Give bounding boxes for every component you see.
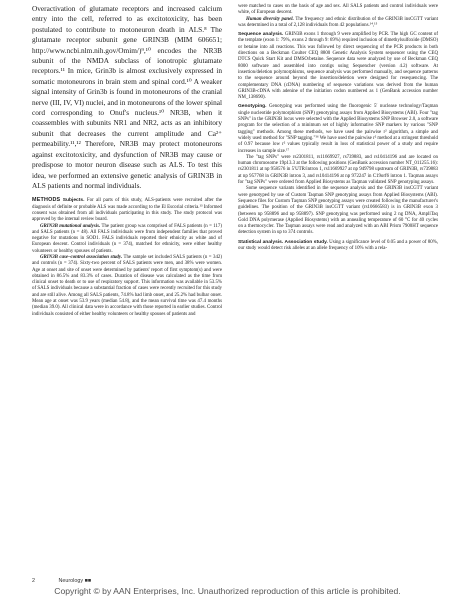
grin3b-mutational-text: The patient group was comprised of FALS patients (n = 117) and SALS patients (n = 48). All FALS individuals were from independent families that proved negative for mutations in SOD1. FALS individuals reported their ethnicity as white and of European descent. Control individuals (n = 374), matched for ethnicity, were either healthy volunteers or healthy spouses of patients. xyxy=(32,223,222,254)
right-column xyxy=(238,4,438,252)
continued-paragraph: were matched to cases on the basis of age and sex. All SALS patients and control individuals were white, of European descent. xyxy=(238,4,438,16)
grin3b-mutational-heading: GRIN3B mutational analysis. xyxy=(40,223,101,229)
methods-heading: METHODS xyxy=(32,197,61,204)
grin3b-mutational-paragraph xyxy=(32,224,222,255)
methods-subjects-paragraph xyxy=(32,197,222,223)
intro-section xyxy=(32,4,222,191)
statistical-analysis-heading: Statistical analysis. Association study. xyxy=(238,239,328,245)
left-column xyxy=(32,4,222,318)
case-control-paragraph xyxy=(32,255,222,318)
page-footer xyxy=(32,578,91,584)
sequence-analysis-heading: Sequence analysis. xyxy=(238,32,284,38)
sequence-analysis-paragraph xyxy=(238,32,438,101)
genotyping-text: Genotyping was performed using the fluorogenic 5′ nuclease technology/Taqman single nucleotide polymorphism (SNP) genotyping assays from Applied Biosystems (ABI). Four "tag SNPs" in the GRIN3B locus were selected with the Applied Biosystems SNP Browser 2.0, a software program for the selection of a minimum set of highly informative SNP markers by various "SNP tagging" methods. Among these methods, we have used the pairwise r² algorithm, a simple and widely used method for "SNP tagging."¹⁶ We have used the pairwise r² method at a stringent threshold of 0.97 because low r² values typically result in loss of statistical power of a study and require increases in sample size.¹⁷ xyxy=(238,104,438,154)
sequence-analysis-text: GRIN3B exons 1 through 9 were amplified by PCR. The high GC content of the template (exon 1: 79%, exons 2 through 9: 69%) required inclusion of dimethylsulfoxide (DMSO) or betaine into all reactions. This was followed by direct sequencing of the PCR products in both directions on a Beckman Coulter CEQ 8800 Genetic Analysis System sequencer using the CEQ DTCS Quick Start Kit and DMSO/betaine. Sequence data were analyzed by use of Beckman CEQ 8000 software and assembled into contigs using Sequencher (version 4.2) software. At insertion/deletion polymorphisms, sequence analysis was performed manually, and sequence patterns to the sequence around beyond the insertion/deletion were designed for resequencing. The complementary DNA (cDNA) numbering of sequence variations was derived from the human GRIN3B-cDNA with adenine of the initiation codon numbered as 1 (GenBank accession number NM_138690). xyxy=(238,32,438,101)
human-diversity-heading: Human diversity panel. xyxy=(246,16,294,22)
sequence-variants-paragraph: Some sequence variants identified in the sequence analysis and the GRIN3B insCGTT variant were genotyped by use of Custom Taqman SNP genotyping assays from Applied Biosystems (ABI). Sequence files for Custom Taqman SNP genotyping assays were created following the manufacturer's guidelines. The position of the GRIN3B insCGTT variant (rs10666583) is in GRIN3B exon 3 (between np 958896 and np 958897). SNP genotyping was performed using 2 ng DNA, AmpliTaq Gold DNA polymerase (Applied Biosystems) with an annealing temperature of 60 °C for 40 cycles on a thermocycler. The Taqman assays were read and analyzed with an ABI Prism 7900HT sequence detection system in up to 374 controls. xyxy=(238,186,438,236)
genotyping-paragraph xyxy=(238,104,438,154)
human-diversity-text: The frequency and ethnic distribution of the GRIN3B insCGTT variant was determined in a total of 2,128 individuals from 42 populations.¹⁴,¹⁵ xyxy=(238,16,438,28)
journal-name: Neurology ■■ xyxy=(58,578,92,584)
genotyping-heading: Genotyping. xyxy=(238,104,267,110)
case-control-heading: GRIN3B case–control association study. xyxy=(40,254,123,260)
subjects-text: For all parts of this study, ALS-patients were recruited after the diagnosis of definite or probable ALS was made according to the El Escorial criteria.¹³ Informed consent was obtained from all individuals participating in this study. The study protocol was approved by the internal review board. xyxy=(32,198,222,223)
page-number: 2 xyxy=(32,578,35,584)
human-diversity-paragraph xyxy=(238,17,438,30)
statistical-analysis-text: Using a significance level of 0.05 and a power of 80%, our study would detect risk alleles at an allele frequency of 10% with a rela- xyxy=(238,239,439,251)
subjects-heading: Subjects. xyxy=(62,198,85,204)
intro-paragraph: Overactivation of glutamate receptors and increased calcium entry into the cell, referred to as excitotoxicity, has been postulated to contribute to motoneuron death in ALS.⁸ The glutamate receptor subunit gene GRIN3B (MIM 606651; http://www.ncbi.nlm.nih.gov/Omim/)⁹,¹⁰ encodes the NR3B subunit of the NMDA subclass of ionotropic glutamate receptors.¹¹ In mice, Grin3b is almost exclusively expressed in somatic motoneurons in brain stem and spinal cord.¹⁰ A weaker signal intensity of Grin3b is found in motoneurons of the cranial nerve (III, IV, VI) nuclei, and in motoneurons of the lower spinal cord corresponding to Onuf's nucleus.¹⁰ NR3B, when it coassembles with subunits NR1 and NR2, acts as an inhibitory subunit that decreases the current amplitude and Ca²⁺ permeability.¹¹,¹² Therefore, NR3B may protect motoneurons against excitotoxicity, and dysfunction of NR3B may cause or predispose to motor neuron disease such as ALS. To test this idea, we performed an extensive genetic analysis of GRIN3B in ALS patients and normal individuals. xyxy=(32,4,222,190)
statistical-analysis-paragraph xyxy=(238,240,438,253)
methods-section xyxy=(32,197,222,318)
copyright-notice: Copyright © by AAN Enterprises, Inc. Unauthorized reproduction of this article is prohibited. xyxy=(54,586,401,596)
case-control-text: The sample set included SALS patients (n = 342) and controls (n = 374). Sixty-two percent of SALS patients were men, and 38% were women. Age at onset and site of onset were determined by patients' report of first symptom(s) and were obtained in 86.5% and 83.3% of cases. Duration of disease was calculated as the time from clinical onset to death or to use of respiratory support. This information was available in 53.5% of SALS individuals because a substantial fraction of cases were recently recruited for this study and are still alive. Among all SALS patients, 74.8% had limb onset, and 25.2% had bulbar onset. Mean age at onset was 53.9 years (median 54.8), and the mean survival time was 47.4 months (median 39.0). All clinical data were in accordance with those reported in earlier studies. Control individuals consisted of either healthy volunteers or healthy spouses of patients and xyxy=(32,254,222,317)
tag-snps-paragraph: The "tag SNPs" were rs2301811, rs11669927, rs739883, and rs10414196 and are located on human chromosome 19p13.3 at the following positions (GenBank accession number NT_011255.16): rs2301811 at np 958576 in 5′UTR/intron 1, rs11669927 at np 949798 upstream of GRIN3B, rs739883 at np 957768 in GRIN3B intron 3, and rs10414196 at np 972247 in C19orf6 intron 1. Taqman assays for "tag SNPs" were ordered from Applied Biosystems as Taqman validated SNP genotyping assays. xyxy=(238,154,438,186)
